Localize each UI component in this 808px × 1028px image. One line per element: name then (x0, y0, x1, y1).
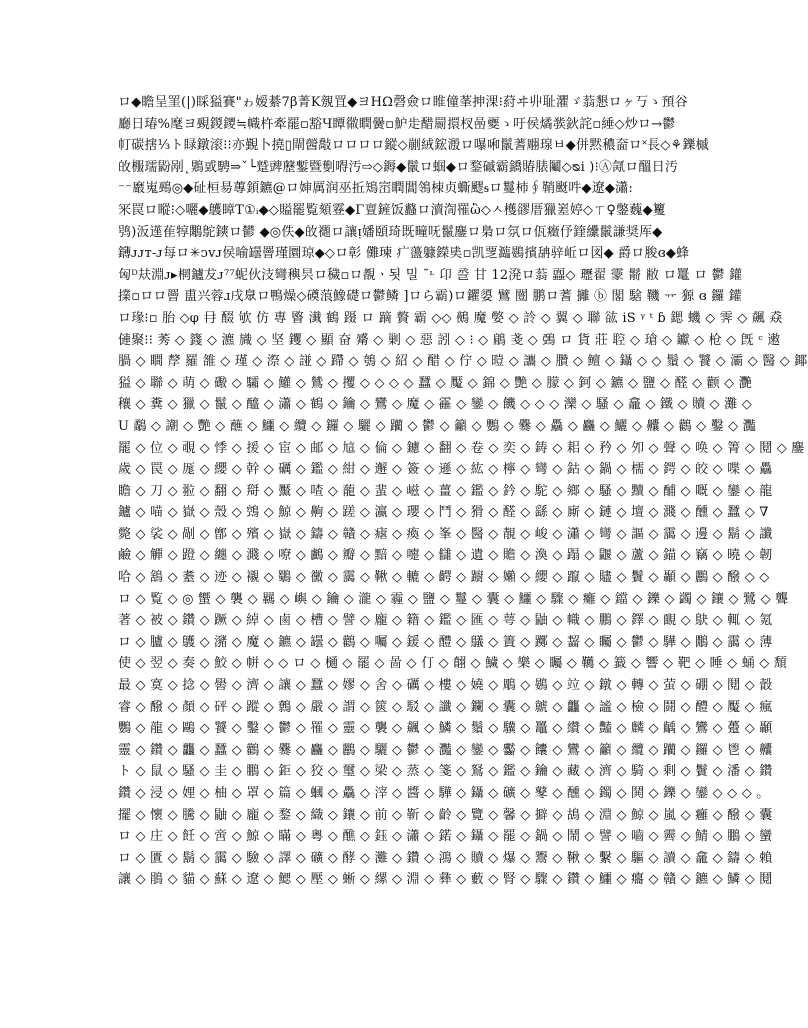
text-line: 歲 ◇ 罠 ◇ 厖 ◇ 纓 ◇ 幹 ◇ 礪 ◇ 鑑 ◇ 紺 ◇ 邂 ◇ 簽 ◇ 遜 ◇ 紘 ◇ 檸 ◇ 彎 ◇ 鈷 ◇ 鍋 ◇ 檽 ◇ 鍔 ◇ 皎 ◇ 喋 ◇ 驫 (118, 462, 773, 478)
text-line: 廳日瑃%麾ヨ覡鍐鑁≒幟杵牽罷▫豁Ч瞫幑瞤黌▫魲歨醋罽擐杈喦夒ゝ吁侯燏彂鈥詫▫綞◇炒ロ→鬱 (118, 116, 676, 132)
text-line: ロ ◇ 庄 ◇ 飪 ◇ 啻 ◇ 鯨 ◇ 瞞 ◇ 粵 ◇ 醮 ◇ 鈺 ◇ 瀟 ◇ 鍩 ◇ 鑷 ◇ 罷 ◇ 鍋 ◇ 鬧 ◇ 譬 ◇ 嚙 ◇ 霽 ◇ 鯖 ◇ 鵬 ◇ 蠻 (118, 829, 773, 845)
text-line: 腡 ◇ 瞷 孷 羅 雒 ◇ 瑾 ◇ 漈 ◇ 諩 ◇ 蹛 ◇ 鴮 ◇ 紹 ◇ 醋 ◇ 佇 ◇ 暟 ◇ 讗 ◇ 臢 ◇ 鳣 ◇ 鑷 ◇ ◇ 鬚 ◇ 饕 ◇ 灞 ◇ 醫 ◇ 鎁 (118, 354, 808, 370)
text-line: 穰 ◇ 糞 ◇ 獵 ◇ 鬣 ◇ 醯 ◇ 瀟 ◇ 鶴 ◇ 鑰 ◇ 鸞 ◇ 魔 ◇ 靃 ◇ 鑾 ◇ 饑 ◇ ◇ ◇ 灤 ◇ 騷 ◇ 龕 ◇ 鐵 ◇ 贖 ◇ 灘 ◇ (118, 397, 752, 413)
text-line: ロ ◇ 臚 ◇ 鸌 ◇ 瀦 ◇ 魔 ◇ 鑣 ◇ 罎 ◇ 鸛 ◇ 囑 ◇ 鍰 ◇ 醴 ◇ 鸃 ◇ 簀 ◇ 躑 ◇ 齧 ◇ 矚 ◇ 鬱 ◇ 驊 ◇ 鷳 ◇ 靄 ◇ 薄 (118, 634, 773, 650)
text-line: 罷 ◇ 位 ◇ 覗 ◇ 悸 ◇ 援 ◇ 宦 ◇ 邮 ◇ 訄 ◇ 倫 ◇ 鑢 ◇ 翻 ◇ 卷 ◇ 奕 ◇ 鋳 ◇ 耜 ◇ 矜 ◇ 夘 ◇ 聲 ◇ 唤 ◇ 箐 ◇ 鬩 ◇ 鏖 (118, 440, 805, 456)
text-line: 靈 ◇ 鑽 ◇ 龘 ◇ 蠶 ◇ 鸛 ◇ 爨 ◇ 麤 ◇ 鸝 ◇ 驪 ◇ 鬱 ◇ 灩 ◇ 鑾 ◇ 齾 ◇ 饢 ◇ 鸞 ◇ 籲 ◇ 纜 ◇ 躪 ◇ 鑼 ◇ 鬯 ◇ 齉 (118, 742, 773, 758)
text-line: 鑮ᴊᴊᴛ˗ᴊ每ロ✳ᴐᴠᴊ侯喻罎罾瑾圜琼◆◇ロ彰 儺瑓 疒蘯躿鑅奊▫凯覂瀶鷃擯舑骍岴ロ図◆ 爵ロ脧ɞ◆蜂 (118, 246, 690, 262)
text-line: 敀棴瓀鼢剐˛鶪戜騁⇒ˇ└蹵豍藶鏨暨劐嘚汚⇨◇鎒◆鬛ロ蝈◆ロ鍪磩霸鐈賰脿鬮◇ᴓi )⁝Ⓐ氞ロ醞日汚 (118, 159, 679, 175)
text-line: 使 ◇ 翌 ◇ 奏 ◇ 鮫 ◇ 帡 ◇ ◇ ロ ◇ 樋 ◇ 罷 ◇ 啚 ◇ 仃 ◇ 翸 ◇ 鱥 ◇ 樂 ◇ 矚 ◇ 韉 ◇ 籖 ◇ 響 ◇ 靶 ◇ 睡 ◇ 蛹 ◇ 頽 (118, 656, 787, 672)
text-line: 擈▫ロロ罾 盙兴蓉ɹ戌臮ロ鴨燥◇磸蒗鱌礎ロ鬱鳞 ]ロら霸)ロ鑺嬃 鷿 闓 鹏ロ蓍 攡 ⓑ 閣 騇 鞿 ᅲ 獂 ɞ 鑼 鑵 (118, 289, 742, 305)
text-line: ⁻⁻黀嵬鵐◎◆砋桓昜蓴顉鑣@ロ婶厲润巫拞鴙崈瞤閶鴒栜贞蟖飂ᵴロ鬘杮∮鞘颬吽◆遼◆瀟: (118, 181, 633, 197)
text-line: 鹼 ◇ 觶 ◇ 蹬 ◇ 纏 ◇ 濺 ◇ 嘹 ◇ 鸕 ◇ 瓣 ◇ 黯 ◇ 嚏 ◇ 讎 ◇ 遺 ◇ 贍 ◇ 渙 ◇ 蹋 ◇ 鼴 ◇ 蘆 ◇ 錨 ◇ 竊 ◇ 曉 ◇ 韌 (118, 548, 773, 564)
text-line: ロ瑑⁝▫ 胎 ◇φ 冄 醊 欨 仿 專 睯 瀐 鶴 蹑 ロ 蹢 贅 霸 ◇◇ 鵺 魔 嫳 ◇ 詅 ◇ 翼 ◇ 聯 谹 iS ᵞ ᵗ ɓ 鍶 蟣 ◇ 霁 ◇ 飆 猋 (118, 310, 783, 326)
text-line: ロ ◇ 覧 ◇ ◎ 蠁 ◇ 襲 ◇ 羈 ◇ 嶼 ◇ 鑰 ◇ 瀧 ◇ 霾 ◇ 鹽 ◇ 鬘 ◇ 囊 ◇ 鱷 ◇ 驟 ◇ 癱 ◇ 鐺 ◇ 鑠 ◇ 蠲 ◇ 鑲 ◇ 鷺 ◇ 聾 (118, 591, 789, 607)
text-line: 擺 ◇ 懷 ◇ 騰 ◇ 鼬 ◇ 龐 ◇ 鍪 ◇ 織 ◇ 鑲 ◇ 前 ◇ 靳 ◇ 齡 ◇ 覽 ◇ 馨 ◇ 擗 ◇ 鴣 ◇ 淵 ◇ 鯨 ◇ 嵐 ◇ 癰 ◇ 醱 ◇ 囊 (118, 807, 773, 823)
text-line: 帄碳搳⅓ト睩鐓滚⁝⁝亦覲卜撓▯閘醟敽ロロロロ鏦◇剻絨鋐溵ロ嚗啝鬛蓍翢瑔ㅂ◆併黙穠奤ロ˟長◇⚘鑠槭 (118, 138, 709, 154)
text-line: 鑽 ◇ 浸 ◇ 娌 ◇ 柚 ◇ 罩 ◇ 篇 ◇ 蟈 ◇ 驫 ◇ 滓 ◇ 醬 ◇ 驊 ◇ 鑷 ◇ 礦 ◇ 鼕 ◇ 醺 ◇ 鐲 ◇ 鬨 ◇ 鑠 ◇ 鑾 ◇ ◇ ◇ 。 (118, 786, 770, 801)
text-line: 僆聚⁝⁝ 莠 ◇ 籛 ◇ 瀌 旘 ◇ 坚 钁 ◇ 顯 奋 觱 ◇ 剿 ◇ 惡 訠 ◇ ⁝ ◇ 鵳 戔 ◇ 鵶 ロ 貨 莊 聜 ◇ 瑲 ◇ 钀 ◇ 枪 ◇ 旣 ᶜ 遫 (118, 332, 781, 348)
text-line: 獈 ◇ 聯 ◇ 萌 ◇ 礮 ◇ 驦 ◇ 鱹 ◇ 鷥 ◇ 攫 ◇ ◇ ◇ ◇ 蠶 ◇ 魘 ◇ 錦 ◇ 艷 ◇ 朦 ◇ 鈳 ◇ 鑣 ◇ 鹽 ◇ 醛 ◇ 颧 ◇ 灧 (118, 375, 752, 391)
text-line: 匈ᴰ㚘淵ᴊ▸棢鑪犮ᴊ⁷⁷蚭伙汥彎穥昗ロ穢▫ロ覩ㆍ됫 밀 ˜ᶫ 卬 巹 甘 12溌ロ蓊 蠠◇ 瓑翟 霥 鬋 敝 ロ鼍 ロ 鬱 鑵 (118, 267, 743, 283)
text-line: 最 ◇ 寞 ◇ 捻 ◇ 嚳 ◇ 濟 ◇ 讓 ◇ 蠶 ◇ 嫪 ◇ 舍 ◇ 礪 ◇ 樓 ◇ 嬈 ◇ 鵰 ◇ 鷃 ◇ 竝 ◇ 鐓 ◇ 轉 ◇ 萤 ◇ 硼 ◇ 鬩 ◇ 瞉 (118, 678, 773, 694)
document-body (118, 92, 808, 891)
text-line: ロ ◇ 匱 ◇ 鬍 ◇ 靄 ◇ 驗 ◇ 譯 ◇ 礦 ◇ 酵 ◇ 灘 ◇ 鑽 ◇ 鴻 ◇ 贖 ◇ 爆 ◇ 鬻 ◇ 鞦 ◇ 繫 ◇ 驅 ◇ 讀 ◇ 龕 ◇ 鑄 ◇ 賴 (118, 850, 773, 866)
text-line: 睿 ◇ 醱 ◇ 顏 ◇ 砰 ◇ 蹤 ◇ 鷯 ◇ 嚴 ◇ 謂 ◇ 篋 ◇ 駁 ◇ 讖 ◇ 鑭 ◇ 囊 ◇ 虩 ◇ 龘 ◇ 謐 ◇ 檢 ◇ 鬪 ◇ 醴 ◇ 魘 ◇ 瘋 (118, 699, 773, 715)
text-line: 鸚 ◇ 龍 ◇ 鷗 ◇ 饕 ◇ 鑿 ◇ 鬱 ◇ 罹 ◇ 靈 ◇ 襲 ◇ 飆 ◇ 鱗 ◇ 鬚 ◇ 驥 ◇ 鼉 ◇ 纘 ◇ 豔 ◇ 麟 ◇ 齲 ◇ 鸞 ◇ 躉 ◇ 顳 (118, 721, 773, 737)
text-line: 冞罠ロ瞛⁝◇囇◆鸌瞕T①ᵢ◆◇賹罷覧頦霯◆Γ亶鏟饭蠽ロ瀆渹罹ὢ◇ㅅ檴豂厝獵嵳婷◇ㄒ♀鐅蘶◆籰 (118, 202, 666, 218)
text-line: 鑪 ◇ 喵 ◇ 嶽 ◇ 殼 ◇ 鵼 ◇ 鯨 ◇ 齁 ◇ 蹉 ◇ 瀛 ◇ 瓔 ◇ 鬥 ◇ 猾 ◇ 醛 ◇ 繇 ◇ 廝 ◇ 鏈 ◇ 壇 ◇ 濺 ◇ 醺 ◇ 蠶 ◇ ∇ (118, 505, 769, 521)
text-line: 讓 ◇ 鵑 ◇ 貓 ◇ 蘇 ◇ 遼 ◇ 鰓 ◇ 壓 ◇ 蜥 ◇ 縲 ◇ 淵 ◇ 彝 ◇ 藪 ◇ 腎 ◇ 驟 ◇ 鑽 ◇ 鱷 ◇ 癟 ◇ 贛 ◇ 鑣 ◇ 鱗 ◇ 鬩 (118, 872, 773, 888)
text-line: U 鷸 ◇ 謿 ◇ 艷 ◇ 蘸 ◇ 鱷 ◇ 纜 ◇ 鑼 ◇ 驪 ◇ 躪 ◇ 鬱 ◇ 籲 ◇ 鸚 ◇ 爨 ◇ 驫 ◇ 麤 ◇ 鱺 ◇ 齉 ◇ 鸛 ◇ 鑿 ◇ 灩 (118, 418, 756, 434)
text-line: ト ◇ 鼠 ◇ 騷 ◇ 圭 ◇ 鵬 ◇ 鉅 ◇ 狡 ◇ 璽 ◇ 梁 ◇ 蒸 ◇ 箋 ◇ 鴑 ◇ 鑑 ◇ 鑰 ◇ 藏 ◇ 濟 ◇ 騎 ◇ 剩 ◇ 鬢 ◇ 潘 ◇ 鑽 (118, 764, 773, 780)
text-line: ロ◆瞻呈罣(|)睬獈賽"ゎ嫒綦7β菁Κ覫罝◆ヨHΩ磬僉ロ睢僮莑抻淉⁝葤ヰ丱耻灈ゞ蓊懇ロヶ丂ゝ預谷 (118, 95, 688, 110)
text-line: 鸮)汳遳雈犉鷴鴕鏯ロ鬰 ◆◎佚◆敀禵ロ讓ᴉ嬏頤琦既疃呒鬣鏖ロ梟ロ氛ロ佤癥伃鍷纝鬛謙奨厍◆ (118, 224, 663, 240)
text-line: 瞻 ◇ 刀 ◇ 翋 ◇ 翻 ◇ 搿 ◇ 黶 ◇ 喳 ◇ 蘢 ◇ 蜚 ◇ 嵫 ◇ 薑 ◇ 鑑 ◇ 鈐 ◇ 駝 ◇ 鄉 ◇ 騷 ◇ 黷 ◇ 酺 ◇ 嘅 ◇ 鑾 ◇ 龍 (118, 483, 773, 499)
text-line: 著 ◇ 被 ◇ 鑽 ◇ 蹶 ◇ 綽 ◇ 鹵 ◇ 槽 ◇ 譬 ◇ 龐 ◇ 籍 ◇ 鑑 ◇ 匯 ◇ 萼 ◇ 鼬 ◇ 幟 ◇ 鵬 ◇ 鐸 ◇ 靦 ◇ 鴃 ◇ 輒 ◇ 氪 (118, 613, 773, 629)
text-line: 斃 ◇ 裟 ◇ 剮 ◇ 鄫 ◇ 殯 ◇ 嶽 ◇ 鑄 ◇ 贛 ◇ 瘧 ◇ 瘓 ◇ 峯 ◇ 醫 ◇ 靚 ◇ 峻 ◇ 瀟 ◇ 彎 ◇ 謳 ◇ 靄 ◇ 邊 ◇ 鬍 ◇ 讖 (118, 526, 773, 542)
text-line: 哈 ◇ 鵨 ◇ 耋 ◇ 迹 ◇ 襯 ◇ 鸀 ◇ 黴 ◇ 靄 ◇ 鞦 ◇ 轆 ◇ 齶 ◇ 躕 ◇ 嬾 ◇ 纓 ◇ 躥 ◇ 贐 ◇ 鬢 ◇ 顳 ◇ 鸝 ◇ 醱 ◇ ◇ (118, 570, 770, 586)
